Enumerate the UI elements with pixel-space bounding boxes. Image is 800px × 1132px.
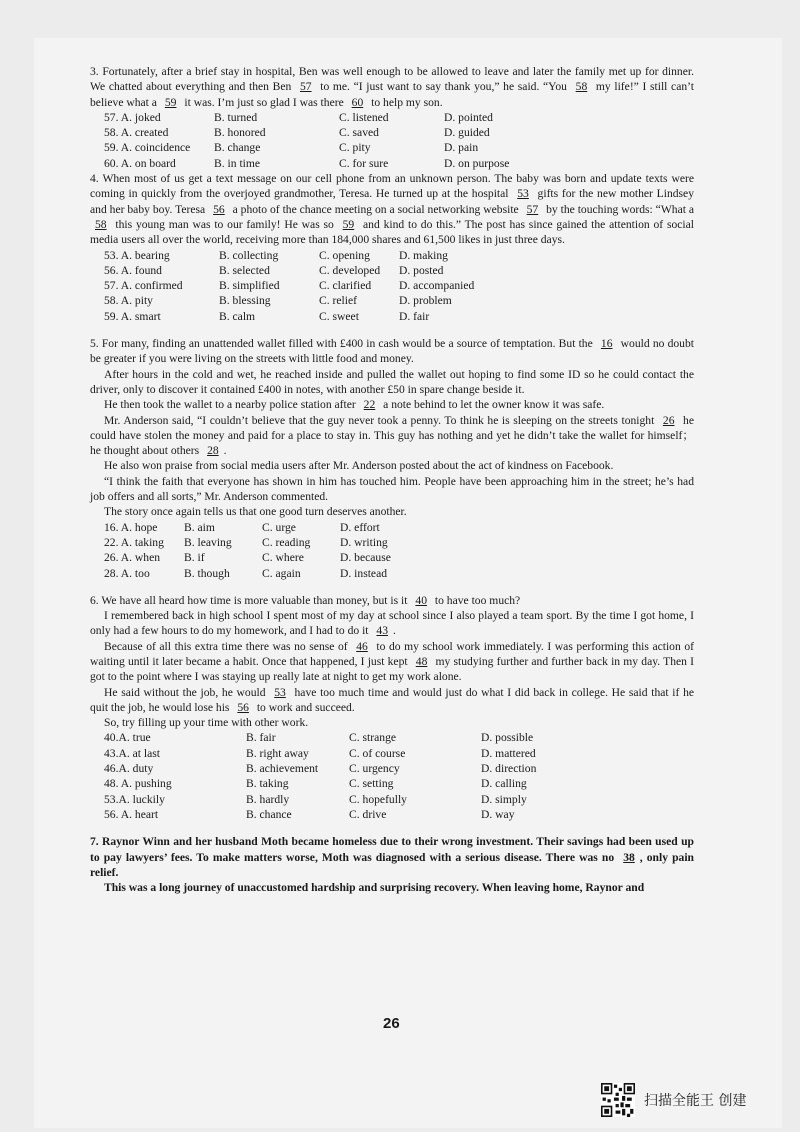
- option: B. leaving: [184, 535, 232, 549]
- blank-43: 43: [376, 624, 389, 638]
- option: B. turned: [214, 110, 258, 124]
- option: 28. A. too: [104, 566, 150, 580]
- option: D. instead: [340, 566, 388, 580]
- option: D. problem: [399, 294, 452, 308]
- passage-6-p4: [90, 685, 694, 716]
- option: 43.A. at last: [104, 746, 161, 760]
- text: Mr. Anderson said, “I couldn’t believe that the guy never took a penny. To think he is sleeping on the streets tonight: [104, 413, 658, 427]
- option: C. pity: [339, 141, 371, 155]
- text: to do my school work immediately. I was performing this action of waiting until it later became a habit. Once that happened, I just kept: [90, 639, 694, 668]
- blank-59: 59: [164, 95, 177, 109]
- options-row: [90, 807, 694, 822]
- option: B. achievement: [246, 762, 319, 776]
- text: to help my son.: [368, 95, 443, 109]
- document-body: [90, 64, 694, 895]
- option: C. strange: [349, 731, 397, 745]
- options-row: [90, 140, 694, 155]
- option: 53.A. luckily: [104, 792, 165, 806]
- option: C. again: [262, 566, 301, 580]
- option: B. chance: [246, 807, 292, 821]
- text: .: [393, 624, 396, 638]
- blank-46: 46: [356, 639, 368, 653]
- text: , only pain relief.: [90, 850, 695, 879]
- options-row: [90, 309, 694, 324]
- text: by the touching words: “What a: [543, 202, 695, 216]
- option: B. taking: [246, 777, 289, 791]
- option: C. developed: [319, 263, 381, 277]
- option: 40.A. true: [104, 731, 151, 745]
- options-row: [90, 520, 694, 535]
- option: 57. A. confirmed: [104, 279, 183, 293]
- option: 60. A. on board: [104, 156, 176, 170]
- text: .: [223, 444, 227, 458]
- blank-38: 38: [623, 850, 635, 864]
- option: C. for sure: [339, 156, 389, 170]
- text: 7. Raynor Winn and her husband Moth became homeless due to their wrong investment. Their savings had been used up to pay lawyers’ fees. To make matters worse, Moth was diagnosed with a serious disease. There was no: [90, 835, 694, 864]
- spacer: [90, 581, 694, 593]
- text: He said without the job, he would: [104, 685, 270, 699]
- blank-60: 60: [351, 95, 364, 109]
- qr-code-icon: [601, 1083, 635, 1117]
- passage-5-p3: [90, 397, 694, 412]
- blank-59: 59: [342, 217, 355, 231]
- text: my studying further and further back in my day. Then I got to the point where I was staying up really late at night to get my work alone.: [90, 654, 694, 684]
- passage-7-p1: [90, 834, 694, 880]
- blank-40: 40: [415, 593, 427, 607]
- option: C. setting: [349, 777, 394, 791]
- options-row: [90, 293, 694, 308]
- option: 59. A. coincidence: [104, 141, 191, 155]
- text: have too much time and would just do what I did back in college. He said that if he quit the job, he would lose his: [90, 685, 695, 714]
- spacer: [90, 822, 694, 834]
- option: D. accompanied: [399, 279, 475, 293]
- option: C. urge: [262, 520, 296, 534]
- text: gifts for the new mother Lindsey and her baby boy. Teresa: [90, 187, 694, 216]
- option: B. aim: [184, 520, 215, 534]
- blank-57: 57: [299, 80, 312, 94]
- option: D. way: [481, 807, 515, 821]
- blank-26: 26: [662, 413, 675, 427]
- option: D. mattered: [481, 746, 536, 760]
- options-row: [90, 730, 694, 745]
- text: 3. Fortunately, after a brief stay in hospital, Ben was well enough to be allowed to leave and later the family met up for dinner. We chatted about everything and then Ben: [90, 65, 694, 94]
- options-row: [90, 156, 694, 171]
- option: 57. A. joked: [104, 110, 161, 124]
- option: D. fair: [399, 309, 430, 323]
- option: 56. A. found: [104, 263, 162, 277]
- option: C. of course: [349, 746, 406, 760]
- option: B. collecting: [219, 248, 279, 262]
- option: B. selected: [219, 263, 270, 277]
- passage-3: [90, 64, 694, 110]
- option: C. sweet: [319, 309, 359, 323]
- blank-56: 56: [237, 700, 249, 714]
- option: B. in time: [214, 156, 261, 170]
- option: B. honored: [214, 126, 266, 140]
- text: a photo of the chance meeting on a social networking website: [229, 202, 522, 216]
- options-row: [90, 263, 694, 278]
- text: to have too much?: [431, 593, 521, 607]
- option: C. drive: [349, 807, 387, 821]
- options-row: [90, 776, 694, 791]
- text: a note behind to let the owner know it was safe.: [380, 398, 605, 412]
- option: 58. A. pity: [104, 294, 153, 308]
- option: 56. A. heart: [104, 807, 159, 821]
- passage-5-p6: “I think the faith that everyone has shown in him has touched him. People have been approaching him in the street; he’s had job offers and all sorts,” Mr. Anderson commented.: [90, 474, 694, 504]
- blank-56: 56: [213, 202, 225, 216]
- option: B. change: [214, 141, 261, 155]
- text: 6. We have all heard how time is more valuable than money, but is it: [90, 593, 411, 607]
- text: 5. For many, finding an unattended wallet filled with £400 in cash would be a source of temptation. But the: [90, 337, 596, 351]
- options-row: [90, 110, 694, 125]
- option: D. calling: [481, 777, 527, 791]
- text: he could have stolen the money and paid for a place to stay in. This guy has nothing and yet he didn’t take the wallet for himself； he thought about others: [90, 413, 694, 458]
- option: 48. A. pushing: [104, 777, 172, 791]
- option: D. possible: [481, 731, 534, 745]
- text: my life!” I still can’t believe what a: [90, 80, 695, 109]
- passage-5-p2: After hours in the cold and wet, he reached inside and pulled the wallet out hoping to find some ID so he could contact the driver, only to discover it contained £400 in notes, with another £50 in spare change beside it.: [90, 367, 694, 396]
- option: 46.A. duty: [104, 762, 154, 776]
- option: C. hopefully: [349, 792, 407, 806]
- option: D. posted: [399, 263, 444, 277]
- option: B. calm: [219, 309, 256, 323]
- passage-5-p1: [90, 336, 694, 367]
- text: I remembered back in high school I spent most of my day at school since I also played a team sport. By the time I got home, I only had a few hours to do my homework, and I had to do it: [90, 609, 694, 638]
- option: 59. A. smart: [104, 309, 161, 323]
- blank-53: 53: [274, 685, 286, 699]
- option: D. effort: [340, 520, 380, 534]
- option: C. reading: [262, 535, 311, 549]
- option: D. pain: [444, 141, 479, 155]
- option: D. because: [340, 551, 391, 565]
- passage-4: [90, 171, 694, 247]
- option: D. making: [399, 248, 448, 262]
- option: B. blessing: [219, 294, 271, 308]
- passage-6-p2: [90, 608, 694, 639]
- options-row: [90, 550, 694, 565]
- option: B. right away: [246, 746, 309, 760]
- option: D. pointed: [444, 110, 493, 124]
- passage-5-p7: The story once again tells us that one good turn deserves another.: [104, 505, 407, 519]
- blank-53: 53: [517, 187, 529, 201]
- text: this young man was to our family! He was so: [111, 217, 338, 231]
- option: C. where: [262, 551, 304, 565]
- passage-6-p5: So, try filling up your time with other work.: [104, 716, 309, 730]
- option: D. on purpose: [444, 156, 510, 170]
- options-row: [90, 746, 694, 761]
- text: 4. When most of us get a text message on our cell phone from an unknown person. The baby was born and update texts were coming in quickly from the overjoyed grandmother, Teresa. He turned up at the hospital: [90, 172, 694, 201]
- passage-6-p3: [90, 639, 694, 685]
- passage-5-p4: [90, 413, 694, 459]
- text: He then took the wallet to a nearby police station after: [104, 398, 359, 412]
- blank-16: 16: [600, 337, 613, 351]
- option: D. direction: [481, 762, 537, 776]
- option: B. fair: [246, 731, 276, 745]
- option: D. writing: [340, 535, 388, 549]
- option: 53. A. bearing: [104, 248, 170, 262]
- options-row: [90, 792, 694, 807]
- option: B. if: [184, 551, 205, 565]
- blank-48: 48: [415, 654, 428, 668]
- option: D. simply: [481, 792, 527, 806]
- option: 22. A. taking: [104, 535, 164, 549]
- blank-58: 58: [95, 217, 107, 231]
- text: to work and succeed.: [253, 700, 355, 714]
- options-row: [90, 248, 694, 263]
- option: C. saved: [339, 126, 379, 140]
- option: 26. A. when: [104, 551, 161, 565]
- blank-28: 28: [207, 444, 219, 458]
- options-row: [90, 125, 694, 140]
- text: Because of all this extra time there was no sense of: [104, 639, 352, 653]
- option: B. simplified: [219, 279, 280, 293]
- option: C. clarified: [319, 279, 372, 293]
- passage-6-p1: [90, 593, 694, 608]
- spacer: [90, 324, 694, 336]
- passage-7-p2: This was a long journey of unaccustomed hardship and surprising recovery. When leaving home, Raynor and: [104, 881, 645, 895]
- text: to me. “I just want to say thank you,” he said. “You: [316, 80, 571, 94]
- option: B. hardly: [246, 792, 290, 806]
- option: B. though: [184, 566, 230, 580]
- options-row: [90, 278, 694, 293]
- page-number: 26: [383, 1015, 400, 1032]
- text: would no doubt be greater if you were living on the streets with little food and money.: [90, 337, 694, 366]
- option: 16. A. hope: [104, 520, 158, 534]
- option: D. guided: [444, 126, 490, 140]
- option: 58. A. created: [104, 126, 169, 140]
- options-row: [90, 535, 694, 550]
- option: C. opening: [319, 248, 370, 262]
- passage-5-p5: He also won praise from social media users after Mr. Anderson posted about the act of kindness on Facebook.: [104, 459, 614, 473]
- text: it was. I’m just so glad I was there: [181, 95, 347, 109]
- blank-58: 58: [575, 80, 588, 94]
- option: C. listened: [339, 110, 389, 124]
- option: C. urgency: [349, 762, 400, 776]
- options-row: [90, 566, 694, 581]
- text: and kind to do this.” The post has since gained the attention of social media users all over the world, receiving more than 184,000 shares and 61,500 likes in just three days.: [90, 217, 694, 247]
- blank-22: 22: [363, 398, 376, 412]
- blank-57: 57: [526, 202, 539, 216]
- options-row: [90, 761, 694, 776]
- option: C. relief: [319, 294, 357, 308]
- scanner-brand-label: 扫描全能王 创建: [644, 1093, 747, 1109]
